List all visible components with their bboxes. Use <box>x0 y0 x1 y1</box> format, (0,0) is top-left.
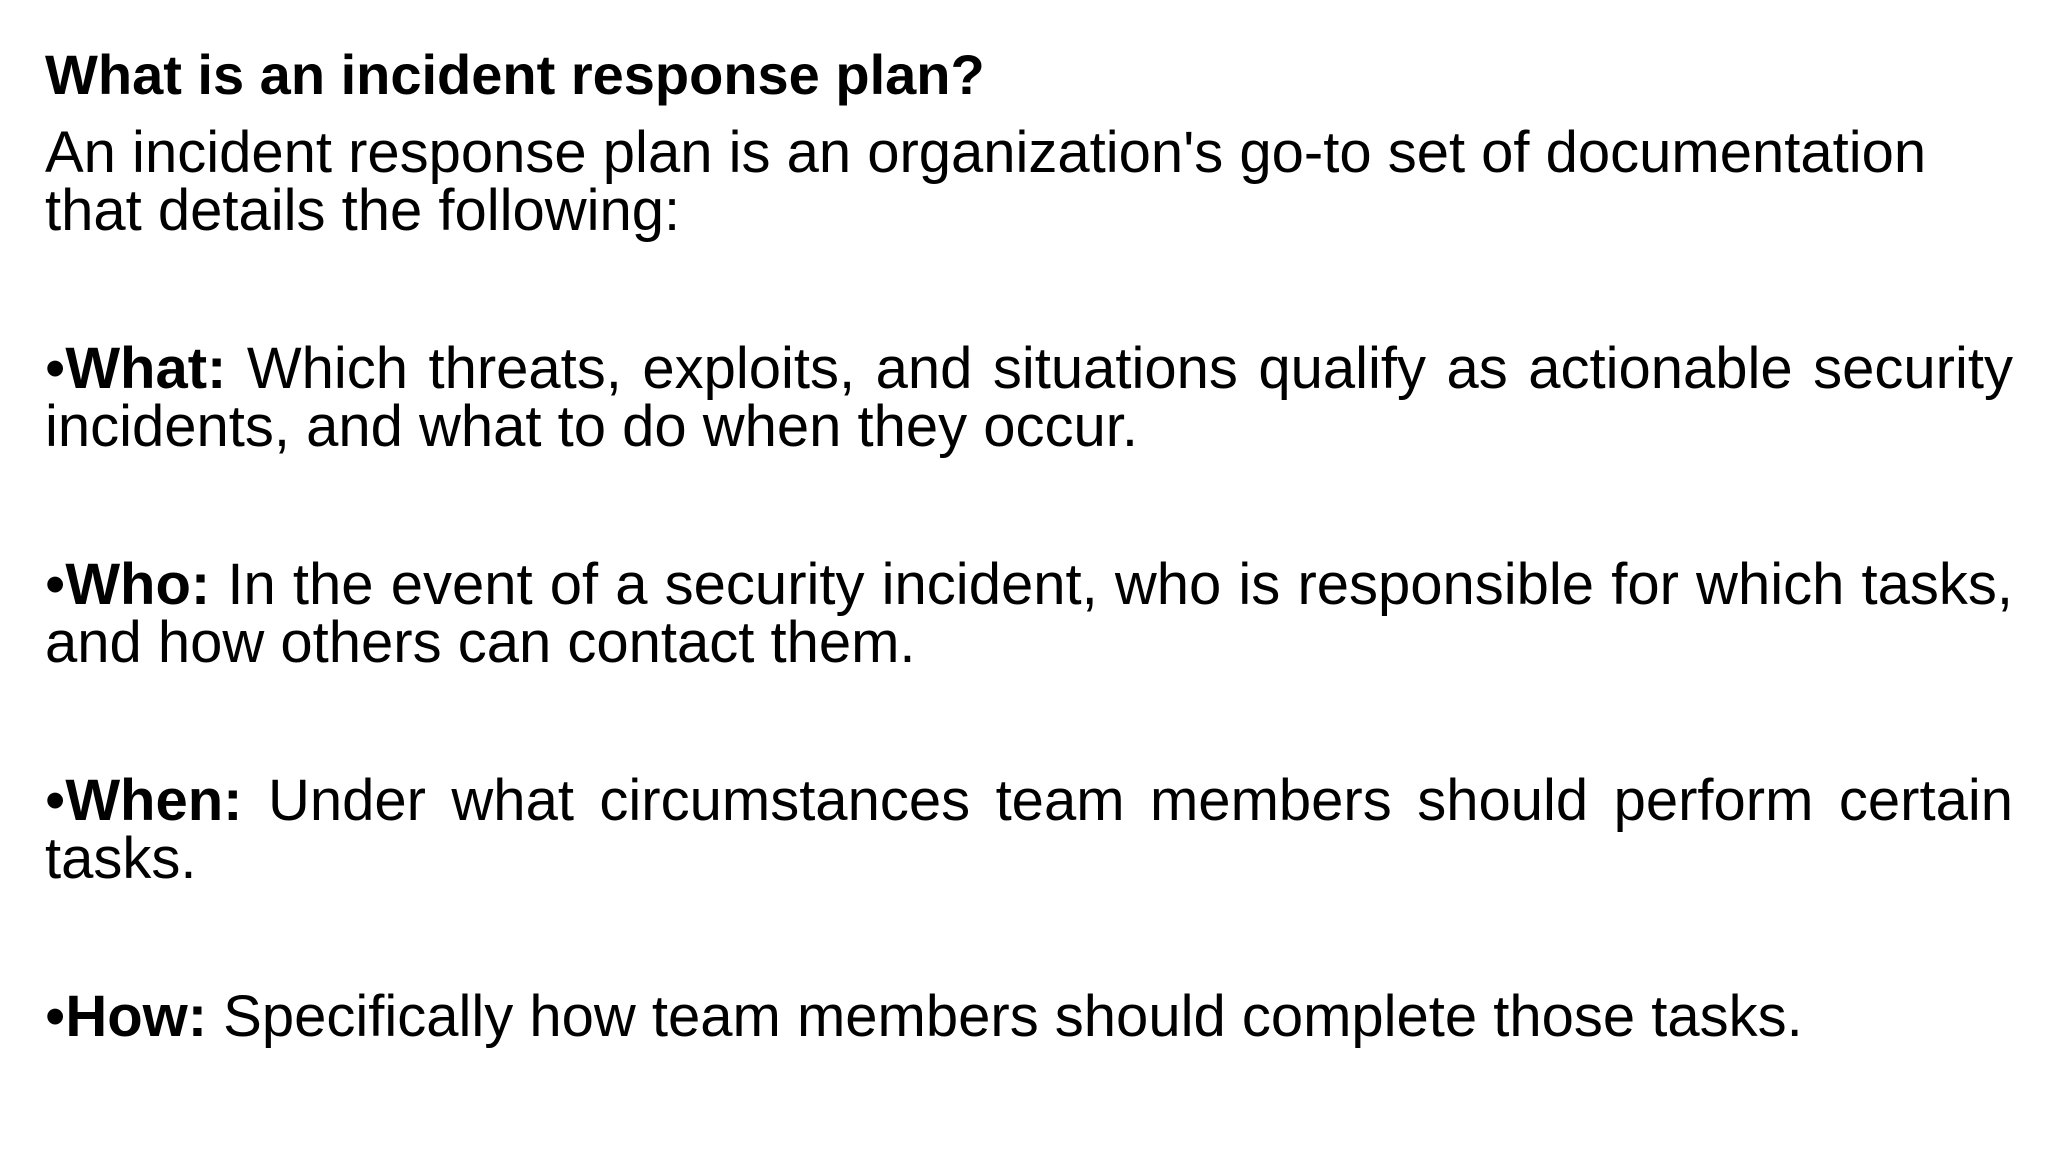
bullet-term-what: What: <box>65 336 227 401</box>
bullet-term-who: Who: <box>65 552 211 617</box>
bullet-marker: • <box>45 768 66 833</box>
bullet-term-how: How: <box>65 984 208 1049</box>
bullet-text-what: Which threats, exploits, and situations qualify as actionable security incidents, and what to do when they occur. <box>45 336 2013 459</box>
bullet-text-when: Under what circumstances team members should perform certain tasks. <box>45 768 2013 891</box>
bullet-how <box>45 984 2013 1049</box>
bullet-marker: • <box>45 552 66 617</box>
slide-content <box>45 40 2013 1049</box>
intro-paragraph: An incident response plan is an organization's go-to set of documentation that details the following: <box>45 120 1927 243</box>
bullet-when <box>45 768 2013 891</box>
bullet-text-who: In the event of a security incident, who is responsible for which tasks, and how others can contact them. <box>45 552 2013 675</box>
bullet-what <box>45 336 2013 459</box>
bullet-who <box>45 552 2013 675</box>
bullet-term-when: When: <box>65 768 243 833</box>
bullet-text-how: Specifically how team members should complete those tasks. <box>207 984 1803 1049</box>
bullet-marker: • <box>45 984 66 1049</box>
page-title: What is an incident response plan? <box>45 43 985 106</box>
bullet-marker: • <box>45 336 66 401</box>
